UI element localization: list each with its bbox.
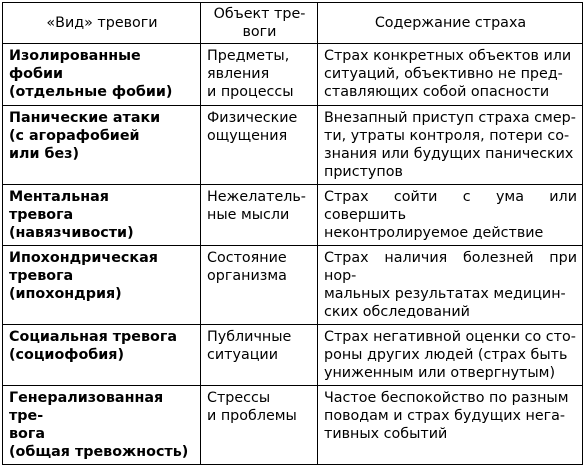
anxiety-type-cell: Панические атаки (с агорафобией или без) — [3, 106, 201, 185]
anxiety-object-cell: Стрессы и проблемы — [201, 386, 318, 465]
table-row — [3, 246, 583, 325]
anxiety-type-cell: Социальная тревога (социофобия) — [3, 325, 201, 386]
table-header — [3, 3, 583, 44]
table-row — [3, 185, 583, 246]
header-fear-content: Содержание страха — [318, 3, 583, 44]
anxiety-type-cell: Ипохондрическая тревога (ипохондрия) — [3, 246, 201, 325]
fear-content-cell: Внезапный приступ страха смер- ти, утраты контроля, потери со- знания или будущих панических приступов — [318, 106, 583, 185]
fear-content-cell: Частое беспокойство по разным поводам и страх будущих нега- тивных событий — [318, 386, 583, 465]
fear-content-cell: Страх конкретных объектов или ситуаций, объективно не пред- ставляющих собой опасности — [318, 44, 583, 106]
fear-content-cell: Страх сойти с ума или совершить неконтролируемое действие — [318, 185, 583, 246]
anxiety-type-cell: Генерализованная тре- вога (общая тревожность) — [3, 386, 201, 465]
header-row — [3, 3, 583, 44]
table-row — [3, 325, 583, 386]
anxiety-type-cell: Ментальная тревога (навязчивости) — [3, 185, 201, 246]
anxiety-object-cell: Публичные ситуации — [201, 325, 318, 386]
table-body — [3, 44, 583, 465]
anxiety-object-cell: Физические ощущения — [201, 106, 318, 185]
anxiety-object-cell: Состояние организма — [201, 246, 318, 325]
header-anxiety-object: Объект тре- воги — [201, 3, 318, 44]
table-row — [3, 44, 583, 106]
header-anxiety-type: «Вид» тревоги — [3, 3, 201, 44]
fear-content-cell: Страх негативной оценки со сто- роны других людей (страх быть униженным или отвергнутым) — [318, 325, 583, 386]
anxiety-type-cell: Изолированные фобии (отдельные фобии) — [3, 44, 201, 106]
table-row — [3, 106, 583, 185]
anxiety-object-cell: Предметы, явления и процессы — [201, 44, 318, 106]
anxiety-object-cell: Нежелатель- ные мысли — [201, 185, 318, 246]
table-row — [3, 386, 583, 465]
anxiety-types-table — [2, 2, 583, 465]
fear-content-cell: Страх наличия болезней при нор- мальных результатах медицин- ских обследований — [318, 246, 583, 325]
